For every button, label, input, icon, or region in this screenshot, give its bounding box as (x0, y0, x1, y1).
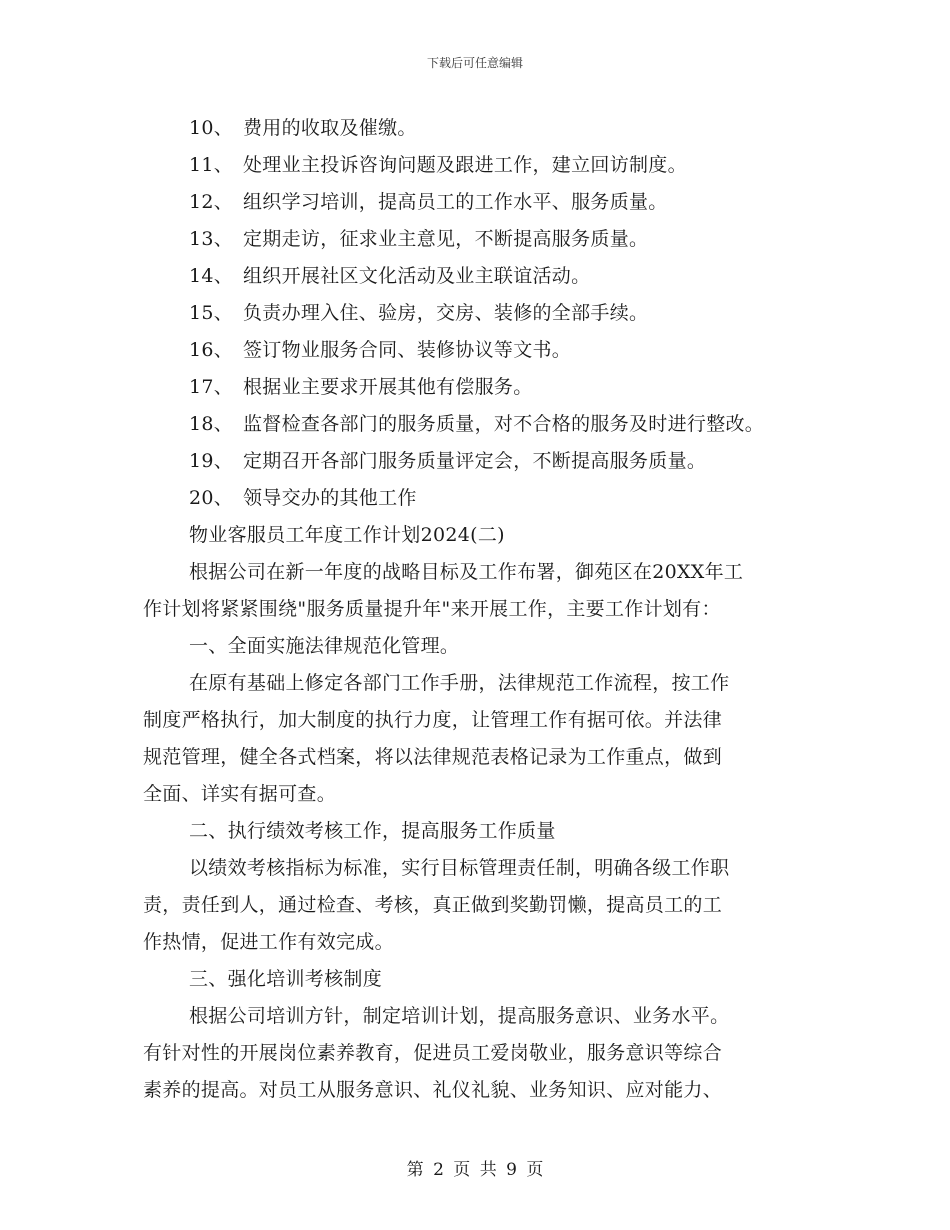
paragraph-line: 责，责任到人，通过检查、考核，真正做到奖勤罚懒，提高员工的工 (143, 894, 723, 916)
list-item-number: 17、 (189, 376, 234, 398)
list-item-text: 组织学习培训，提高员工的工作水平、服务质量。 (243, 191, 668, 213)
paragraph-line: 根据公司在新一年度的战略目标及工作布署，御苑区在20XX年工 (189, 561, 744, 583)
list-item-text: 负责办理入住、验房，交房、装修的全部手续。 (243, 302, 649, 324)
list-item-text: 根据业主要求开展其他有偿服务。 (243, 376, 533, 398)
list-item (143, 480, 833, 517)
page-header-note: 下载后可任意编辑 (426, 56, 523, 70)
list-item-number: 15、 (189, 302, 234, 324)
subheading: 三、强化培训考核制度 (189, 968, 383, 990)
list-item-number: 13、 (189, 228, 234, 250)
page-number-footer: 第 2 页 共 9 页 (406, 1160, 544, 1180)
list-item-number: 14、 (189, 265, 234, 287)
paragraph-line: 全面、详实有据可查。 (143, 783, 337, 805)
list-item (143, 110, 833, 147)
list-item-text: 签订物业服务合同、装修协议等文书。 (243, 339, 572, 361)
list-item (143, 295, 833, 332)
section-title: 物业客服员工年度工作计划2024(二) (189, 524, 505, 546)
list-item-number: 16、 (189, 339, 234, 361)
list-item-text: 处理业主投诉咨询问题及跟进工作，建立回访制度。 (243, 154, 687, 176)
subheading: 二、执行绩效考核工作，提高服务工作质量 (189, 820, 556, 842)
list-item (143, 406, 833, 443)
list-item-text: 费用的收取及催缴。 (243, 117, 417, 139)
paragraph-line: 根据公司培训方针，制定培训计划，提高服务意识、业务水平。 (189, 1005, 730, 1027)
paragraph-line: 在原有基础上修定各部门工作手册，法律规范工作流程，按工作 (189, 672, 730, 694)
paragraph-line: 以绩效考核指标为标准，实行目标管理责任制，明确各级工作职 (189, 857, 730, 879)
list-item-text: 定期走访，征求业主意见，不断提高服务质量。 (243, 228, 649, 250)
paragraph-line: 规范管理，健全各式档案，将以法律规范表格记录为工作重点，做到 (143, 746, 723, 768)
list-item (143, 221, 833, 258)
list-item-text: 定期召开各部门服务质量评定会，不断提高服务质量。 (243, 450, 707, 472)
paragraph-line: 作计划将紧紧围绕"服务质量提升年"来开展工作，主要工作计划有： (143, 598, 721, 620)
list-item-number: 10、 (189, 117, 234, 139)
list-item-number: 12、 (189, 191, 234, 213)
list-item-number: 19、 (189, 450, 234, 472)
list-item-text: 领导交办的其他工作 (243, 487, 417, 509)
document-body (143, 110, 833, 1109)
list-item (143, 332, 833, 369)
list-item-text: 组织开展社区文化活动及业主联谊活动。 (243, 265, 591, 287)
list-item-number: 11、 (189, 154, 234, 176)
list-item (143, 258, 833, 295)
paragraph-line: 制度严格执行，加大制度的执行力度，让管理工作有据可依。并法律 (143, 709, 723, 731)
list-item (143, 147, 833, 184)
list-item-number: 20、 (189, 487, 234, 509)
list-item (143, 443, 833, 480)
list-item (143, 369, 833, 406)
list-item-number: 18、 (189, 413, 234, 435)
paragraph-line: 有针对性的开展岗位素养教育，促进员工爱岗敬业，服务意识等综合 (143, 1042, 723, 1064)
paragraph-line: 作热情，促进工作有效完成。 (143, 931, 394, 953)
paragraph-line: 素养的提高。对员工从服务意识、礼仪礼貌、业务知识、应对能力、 (143, 1079, 723, 1101)
subheading: 一、全面实施法律规范化管理。 (189, 635, 460, 657)
list-item (143, 184, 833, 221)
list-item-text: 监督检查各部门的服务质量，对不合格的服务及时进行整改。 (243, 413, 765, 435)
